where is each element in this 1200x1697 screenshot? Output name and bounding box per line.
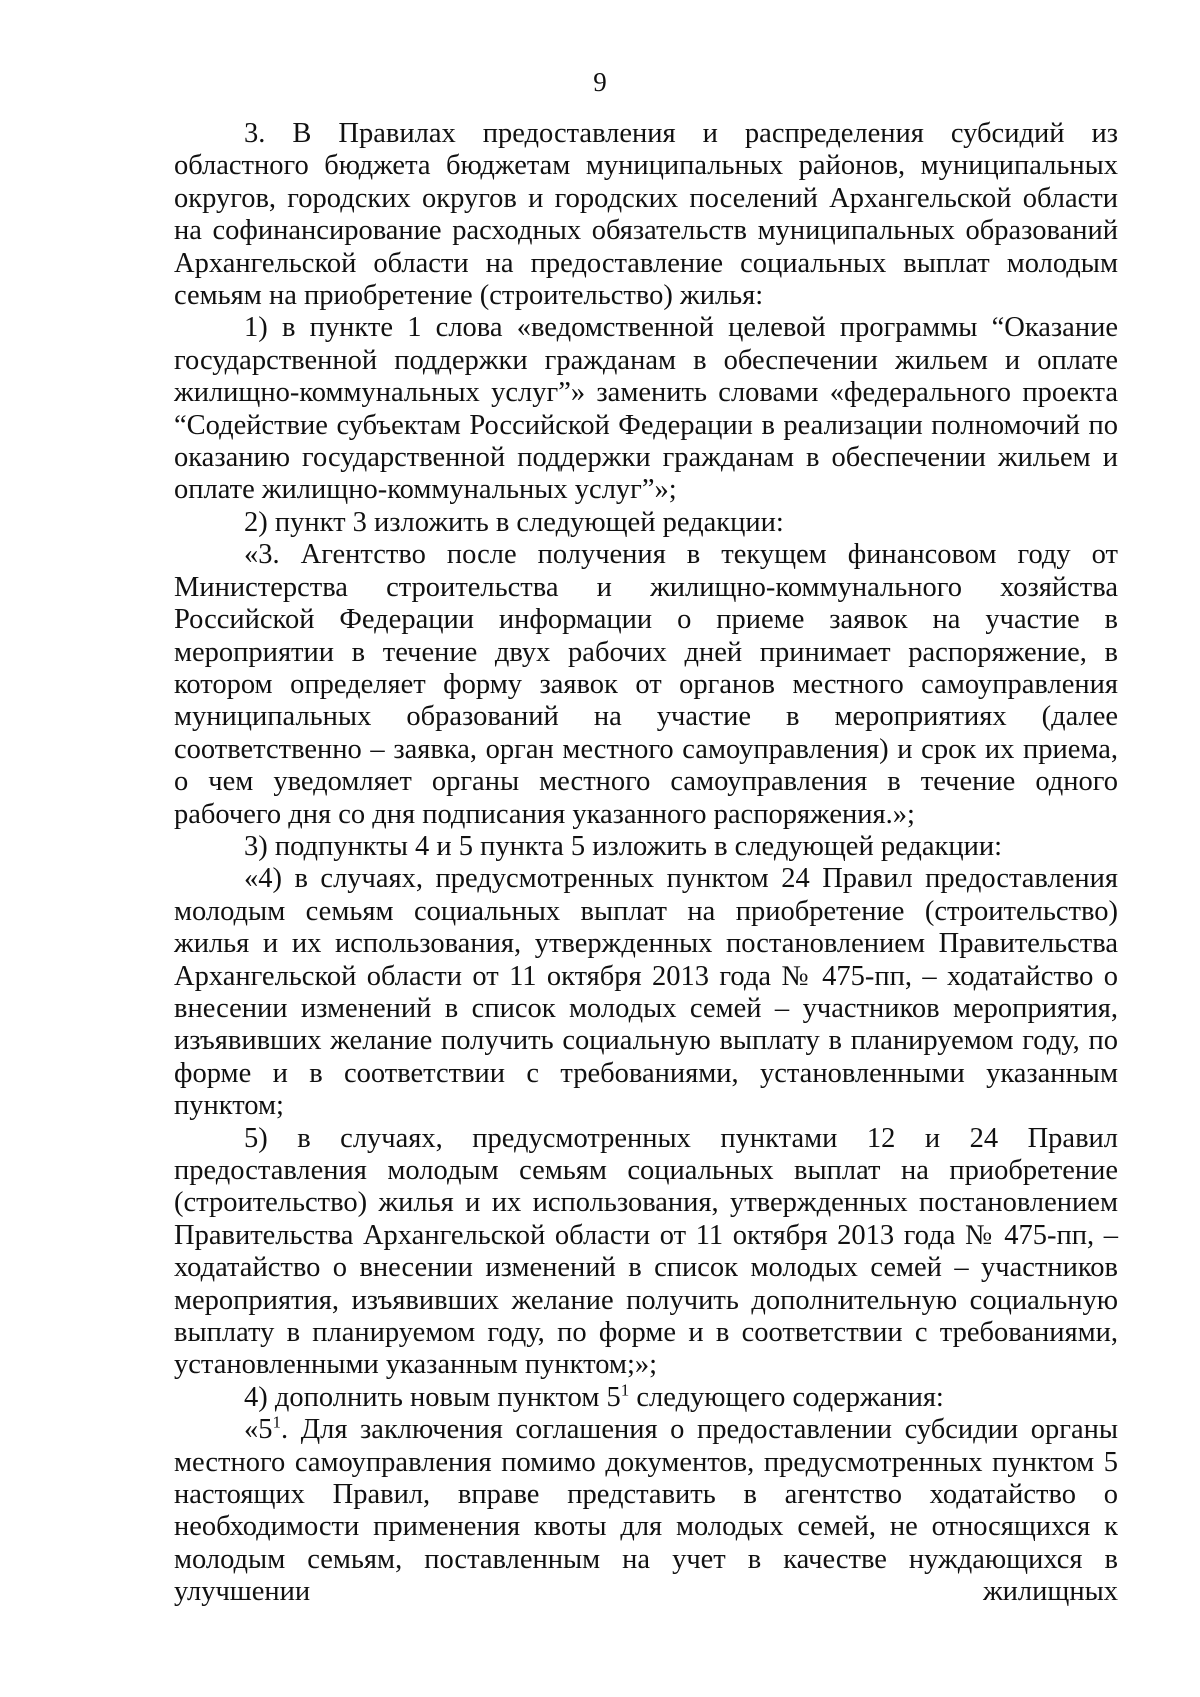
paragraph-clause-3: «3. Агентство после получения в текущем финансовом году от Министерства строительства и жилищно-коммунального хозяйства Российской Федерации информации о приеме заявок на участие в мероприятии в течение двух рабочих дней принимает распоряжение, в котором определяет форму заявок от органов местного самоуправления муниципальных образований на участие в мероприятиях (далее соответственно – заявка, орган местного самоуправления) и срок их приема, о чем уведомляет органы местного самоуправления в течение одного рабочего дня со дня подписания указанного распоряжения.»; (174, 539, 1118, 830)
page-number: 9 (593, 67, 607, 97)
paragraph-item-1: 1) в пункте 1 слова «ведомственной целевой программы “Оказание государственной поддержки гражданам в обеспечении жильем и оплате жилищно-коммунальных услуг”» заменить словами «федерального проекта “Содействие субъектам Российской Федерации в реализации полномочий по оказанию государственной поддержки гражданам в обеспечении жильем и оплате жилищно-коммунальных услуг”»; (174, 312, 1118, 506)
paragraph-item-2: 2) пункт 3 изложить в следующей редакции: (244, 506, 784, 538)
paragraph-item-4-superscript: 1 (620, 1380, 630, 1400)
document-body (174, 118, 1118, 1609)
paragraph-clause-5-1-text-after: . Для заключения соглашения о предоставлении субсидии органы местного самоуправления помимо документов, предусмотренных пунктом 5 настоящих Правил, вправе представить в агентство ходатайство о необходимости применения квоты для молодых семей, не относящихся к молодым семьям, поставленным на учет в качестве нуждающихся в улучшении жилищных (174, 1414, 1118, 1608)
paragraph-clause-5-1-text-before: «5 (244, 1414, 273, 1446)
paragraph-item-3: 3) подпункты 4 и 5 пункта 5 изложить в следующей редакции: (244, 830, 1003, 862)
paragraph-clause-5-1-superscript: 1 (272, 1412, 281, 1432)
paragraph-clause-5-1 (174, 1414, 1118, 1608)
paragraph-item-4 (174, 1382, 1118, 1414)
paragraph-item-4-text-after: следующего содержания: (629, 1381, 944, 1413)
paragraph-subitem-4: «4) в случаях, предусмотренных пунктом 24 Правил предоставления молодым семьям социальных выплат на приобретение (строительство) жилья и их использования, утвержденных постановлением Правительства Архангельской области от 11 октября 2013 года № 475-пп, – ходатайство о внесении изменений в список молодых семей – участников мероприятия, изъявивших желание получить социальную выплату в планируемом году, по форме и в соответствии с требованиями, установленными указанным пунктом; (174, 863, 1118, 1122)
paragraph-subitem-5: 5) в случаях, предусмотренных пунктами 12 и 24 Правил предоставления молодым семьям социальных выплат на приобретение (строительство) жилья и их использования, утвержденных постановлением Правительства Архангельской области от 11 октября 2013 года № 475-пп, – ходатайство о внесении изменений в список молодых семей – участников мероприятия, изъявивших желание получить дополнительную социальную выплату в планируемом году, по форме и в соответствии с требованиями, установленными указанным пунктом;»; (174, 1122, 1118, 1381)
paragraph-intro: 3. В Правилах предоставления и распределения субсидий из областного бюджета бюджетам муниципальных районов, муниципальных округов, городских округов и городских поселений Архангельской области на софинансирование расходных обязательств муниципальных образований Архангельской области на предоставление социальных выплат молодым семьям на приобретение (строительство) жилья: (174, 118, 1118, 312)
paragraph-item-4-text-before: 4) дополнить новым пунктом 5 (244, 1381, 621, 1413)
